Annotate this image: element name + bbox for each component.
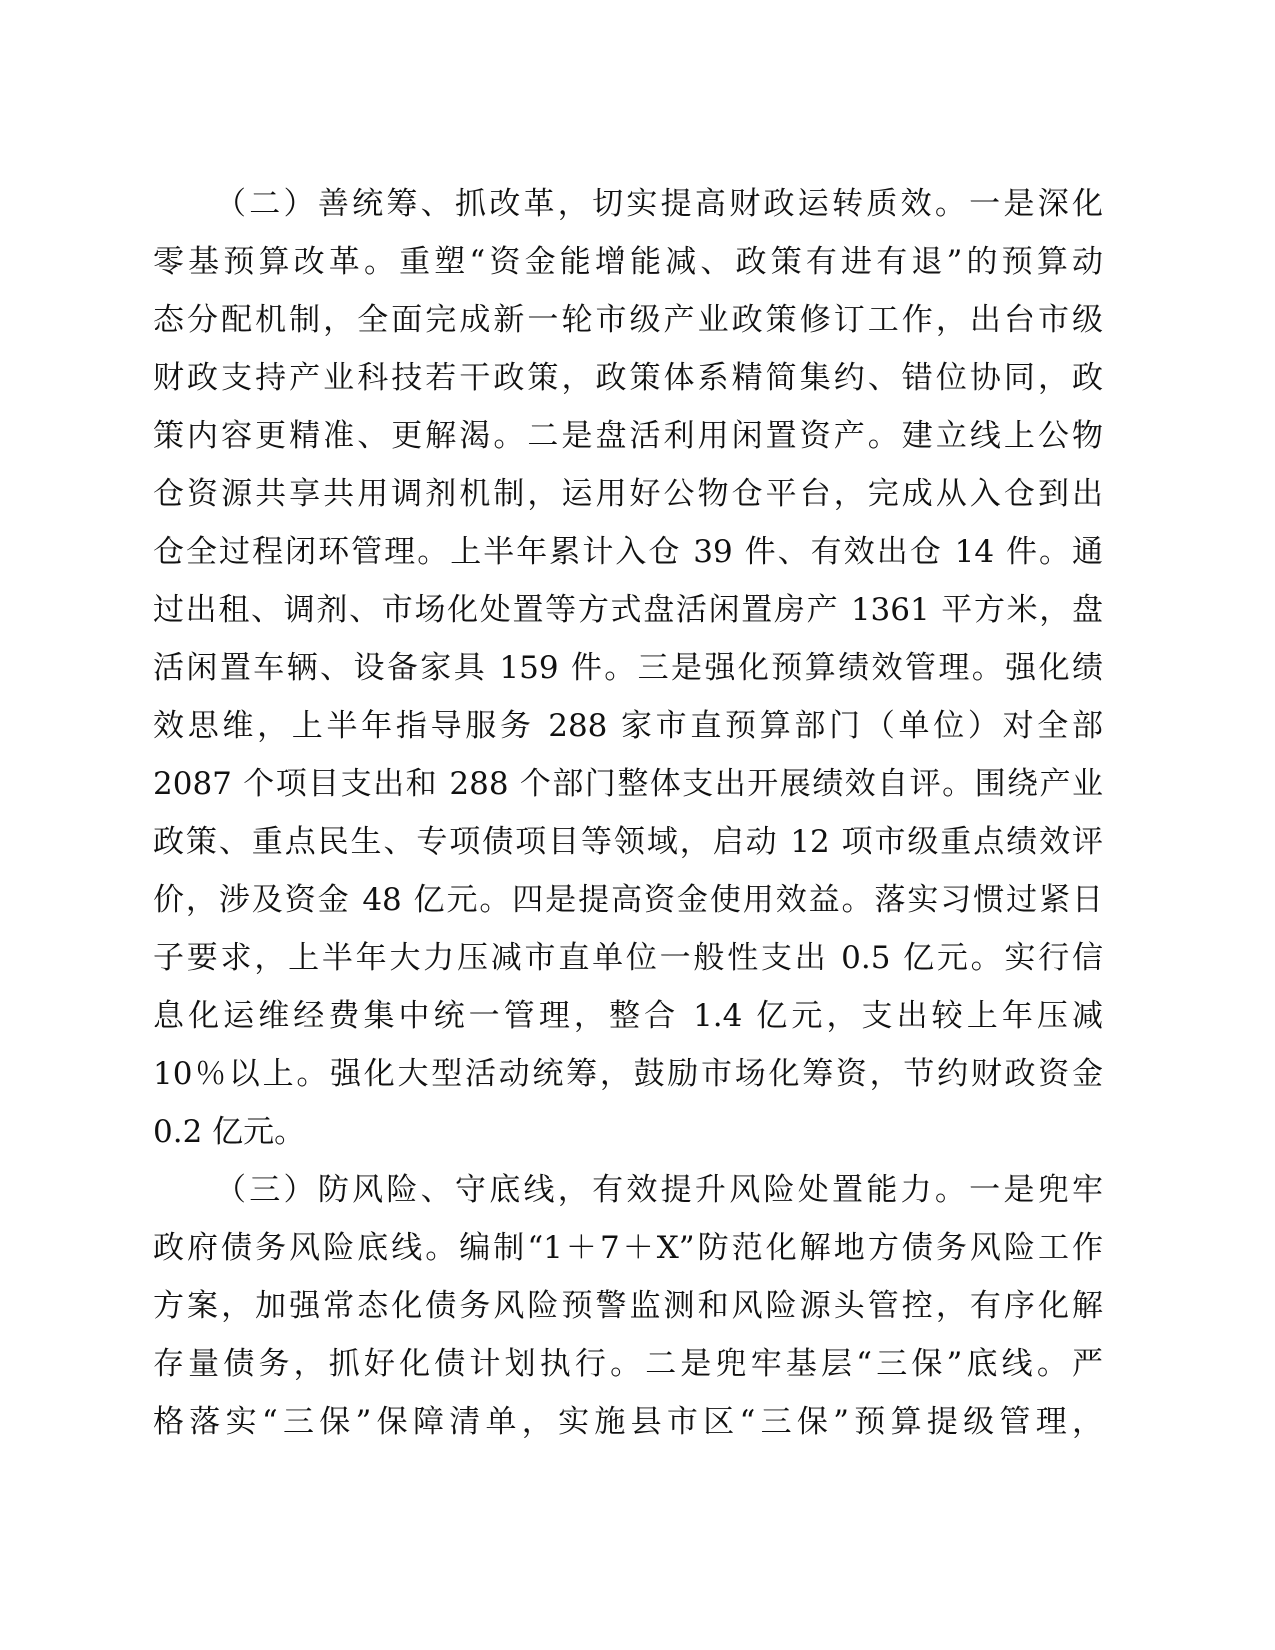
text-line: 10％以上。强化大型活动统筹，鼓励市场化筹资，节约财政资金 — [153, 1056, 1103, 1092]
paragraph-risk-prevention — [153, 1161, 1103, 1451]
text-line: 方案，加强常态化债务风险预警监测和风险源头管控，有序化解 — [153, 1288, 1103, 1324]
text-line: 0.2 亿元。 — [153, 1114, 306, 1150]
text-line: 格落实“三保”保障清单，实施县市区“三保”预算提级管理， — [153, 1404, 1103, 1440]
text-line: 子要求，上半年大力压减市直单位一般性支出 0.5 亿元。实行信 — [153, 940, 1103, 976]
text-line: 存量债务，抓好化债计划执行。二是兜牢基层“三保”底线。严 — [153, 1346, 1103, 1382]
paragraph-fiscal-reform — [153, 175, 1103, 1161]
text-line: 效思维，上半年指导服务 288 家市直预算部门（单位）对全部 — [153, 708, 1103, 744]
text-line: 仓资源共享共用调剂机制，运用好公物仓平台，完成从入仓到出 — [153, 476, 1103, 512]
text-line: （三）防风险、守底线，有效提升风险处置能力。一是兜牢 — [215, 1172, 1103, 1208]
text-line: （二）善统筹、抓改革，切实提高财政运转质效。一是深化 — [215, 186, 1103, 222]
text-line: 价，涉及资金 48 亿元。四是提高资金使用效益。落实习惯过紧日 — [153, 882, 1103, 918]
text-line: 仓全过程闭环管理。上半年累计入仓 39 件、有效出仓 14 件。通 — [153, 534, 1103, 570]
text-line: 息化运维经费集中统一管理，整合 1.4 亿元，支出较上年压减 — [153, 998, 1103, 1034]
text-line: 财政支持产业科技若干政策，政策体系精简集约、错位协同，政 — [153, 360, 1103, 396]
text-line: 政府债务风险底线。编制“1＋7＋X”防范化解地方债务风险工作 — [153, 1230, 1103, 1266]
text-line: 态分配机制，全面完成新一轮市级产业政策修订工作，出台市级 — [153, 302, 1103, 338]
text-line: 政策、重点民生、专项债项目等领域，启动 12 项市级重点绩效评 — [153, 824, 1103, 860]
document-page — [153, 175, 1103, 1451]
text-line: 零基预算改革。重塑“资金能增能减、政策有进有退”的预算动 — [153, 244, 1103, 280]
text-line: 2087 个项目支出和 288 个部门整体支出开展绩效自评。围绕产业 — [153, 766, 1103, 802]
text-line: 策内容更精准、更解渴。二是盘活利用闲置资产。建立线上公物 — [153, 418, 1103, 454]
text-line: 活闲置车辆、设备家具 159 件。三是强化预算绩效管理。强化绩 — [153, 650, 1103, 686]
text-line: 过出租、调剂、市场化处置等方式盘活闲置房产 1361 平方米，盘 — [153, 592, 1103, 628]
